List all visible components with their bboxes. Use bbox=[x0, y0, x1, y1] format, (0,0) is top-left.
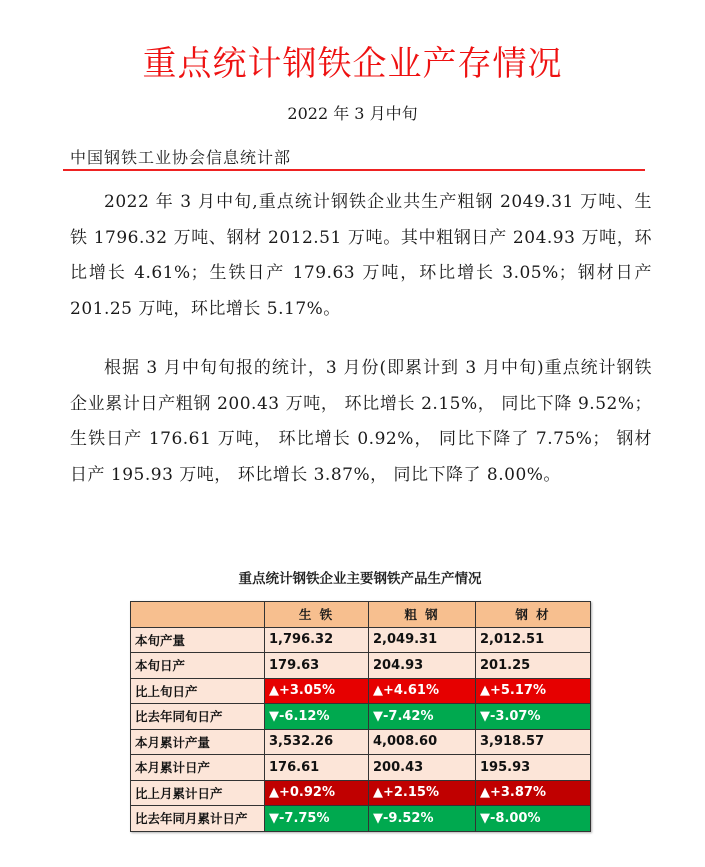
document-title: 重点统计钢铁企业产存情况 bbox=[142, 44, 563, 84]
row-label: 比上旬日产 bbox=[131, 678, 265, 704]
summary-paragraph-1: 2022 年 3 月中旬,重点统计钢铁企业共生产粗钢 2049.31 万吨、生铁 1796.32 万吨、钢材 2012.51 万吨。其中粗钢日产 204.93 万吨，环比增长 4.61%；生铁日产 179.63 万吨，环比增长 3.05%；钢材日产 201.25 万吨，环比增长 5.17%。 bbox=[70, 192, 652, 319]
cell-value: 3,532.26 bbox=[265, 729, 369, 755]
production-table bbox=[130, 601, 591, 832]
row-label: 比去年同旬日产 bbox=[131, 704, 265, 730]
issuing-organization: 中国钢铁工业协会信息统计部 bbox=[70, 148, 292, 167]
cell-increase: ▲+4.61% bbox=[369, 678, 476, 704]
summary-paragraph-2: 根据 3 月中旬旬报的统计，3 月份(即累计到 3 月中旬)重点统计钢铁企业累计日产粗钢 200.43 万吨， 环比增长 2.15%， 同比下降 9.52%； 生铁日产 176.61 万吨， 环比增长 0.92%， 同比下降了 7.75%； 钢材日产 195.93 万吨， 环比增长 3.87%， 同比下降了 8.00%。 bbox=[70, 358, 652, 485]
cell-increase: ▲+3.87% bbox=[476, 780, 591, 806]
table-row bbox=[131, 729, 591, 755]
cell-decrease: ▼-3.07% bbox=[476, 704, 591, 730]
header-corner bbox=[131, 602, 265, 628]
cell-increase: ▲+2.15% bbox=[369, 780, 476, 806]
cell-value: 179.63 bbox=[265, 653, 369, 679]
table-row bbox=[131, 704, 591, 730]
cell-increase: ▲+3.05% bbox=[265, 678, 369, 704]
table-row bbox=[131, 627, 591, 653]
cell-value: 204.93 bbox=[369, 653, 476, 679]
cell-decrease: ▼-6.12% bbox=[265, 704, 369, 730]
cell-value: 201.25 bbox=[476, 653, 591, 679]
cell-decrease: ▼-7.42% bbox=[369, 704, 476, 730]
cell-value: 1,796.32 bbox=[265, 627, 369, 653]
table-row bbox=[131, 780, 591, 806]
cell-value: 200.43 bbox=[369, 755, 476, 781]
row-label: 本月累计产量 bbox=[131, 729, 265, 755]
table-row bbox=[131, 755, 591, 781]
cell-increase: ▲+0.92% bbox=[265, 780, 369, 806]
row-label: 本月累计日产 bbox=[131, 755, 265, 781]
cell-decrease: ▼-9.52% bbox=[369, 806, 476, 832]
cell-decrease: ▼-8.00% bbox=[476, 806, 591, 832]
cell-value: 3,918.57 bbox=[476, 729, 591, 755]
row-label: 本旬产量 bbox=[131, 627, 265, 653]
row-label: 比去年同月累计日产 bbox=[131, 806, 265, 832]
report-period: 2022 年 3 月中旬 bbox=[287, 104, 418, 123]
cell-value: 195.93 bbox=[476, 755, 591, 781]
cell-increase: ▲+5.17% bbox=[476, 678, 591, 704]
header-crude-steel: 粗 钢 bbox=[369, 602, 476, 628]
cell-value: 2,012.51 bbox=[476, 627, 591, 653]
header-divider bbox=[63, 169, 645, 171]
cell-decrease: ▼-7.75% bbox=[265, 806, 369, 832]
table-row bbox=[131, 678, 591, 704]
cell-value: 4,008.60 bbox=[369, 729, 476, 755]
cell-value: 2,049.31 bbox=[369, 627, 476, 653]
table-row bbox=[131, 653, 591, 679]
header-pig-iron: 生 铁 bbox=[265, 602, 369, 628]
row-label: 比上月累计日产 bbox=[131, 780, 265, 806]
table-header-row bbox=[131, 602, 591, 628]
row-label: 本旬日产 bbox=[131, 653, 265, 679]
table-row bbox=[131, 806, 591, 832]
table-caption: 重点统计钢铁企业主要钢铁产品生产情况 bbox=[238, 571, 482, 587]
cell-value: 176.61 bbox=[265, 755, 369, 781]
header-steel-products: 钢 材 bbox=[476, 602, 591, 628]
